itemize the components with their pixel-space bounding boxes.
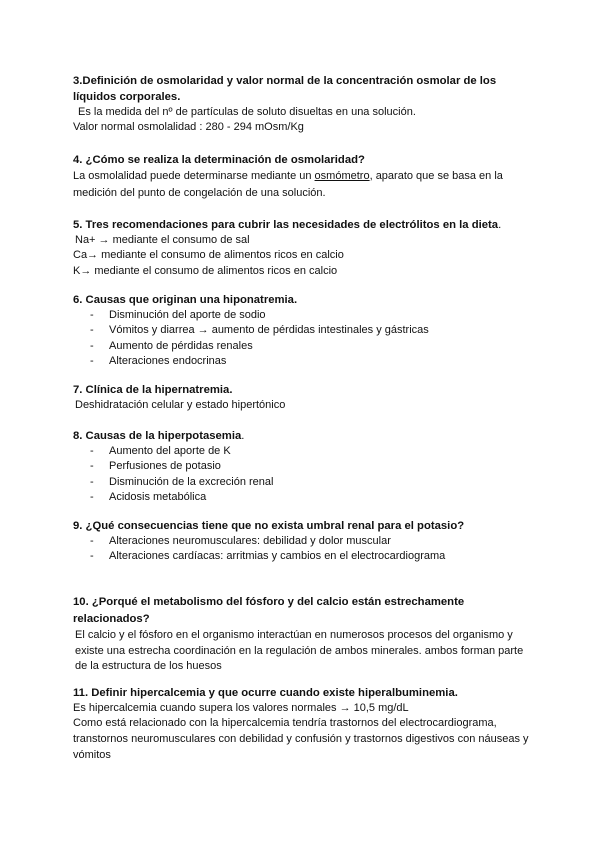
list-item: - Acidosis metabólica (73, 490, 533, 505)
section-7 (73, 382, 533, 413)
question-4: 4. ¿Cómo se realiza la determinación de osmolaridad? (73, 154, 365, 166)
list-item: - Alteraciones endocrinas (73, 354, 533, 369)
question-5-text: 5. Tres recomendaciones para cubrir las necesidades de electrólitos en la dieta (73, 219, 499, 231)
question-8-suffix: . (241, 430, 245, 442)
section-6 (73, 292, 533, 370)
list-8 (73, 444, 533, 506)
list-item: - Aumento del aporte de K (73, 444, 533, 459)
answer-4-text-a: La osmolalidad puede determinarse mediante un (73, 170, 315, 182)
question-3: 3.Definición de osmolaridad y valor normal de la concentración osmolar de los líquidos corporales. (73, 75, 497, 103)
question-8-text: 8. Causas de la hiperpotasemia (73, 430, 242, 442)
section-4 (73, 152, 533, 202)
question-10: 10. ¿Porqué el metabolismo del fósforo y del calcio están estrechamente relacionados? (73, 596, 465, 625)
list-6 (73, 308, 533, 370)
answer-4-text-b: , aparato que se basa en la medición del punto de congelación de una solución. (73, 170, 503, 199)
question-9: 9. ¿Qué consecuencias tiene que no exista umbral renal para el potasio? (73, 520, 465, 532)
list-item: - Disminución de la excreción renal (73, 475, 533, 490)
list-item: - Alteraciones neuromusculares: debilidad y dolor muscular (73, 534, 533, 549)
list-item: - Vómitos y diarrea → aumento de pérdidas intestinales y gástricas (73, 323, 533, 338)
list-item: - Alteraciones cardíacas: arritmias y cambios en el electrocardiograma (73, 549, 533, 564)
question-6: 6. Causas que originan una hiponatremia. (73, 294, 298, 306)
section-8 (73, 428, 533, 506)
answer-5-line-1: Na+ → mediante el consumo de sal (75, 234, 250, 246)
section-5 (73, 217, 533, 279)
answer-3-line-1: Es la medida del nº de partículas de soluto disueltas en una solución. (78, 106, 416, 118)
question-7: 7. Clínica de la hipernatremia. (73, 384, 233, 396)
answer-4-paragraph (73, 168, 533, 202)
question-11: 11. Definir hipercalcemia y que ocurre cuando existe hiperalbuminemia. (73, 687, 458, 699)
list-9 (73, 534, 533, 565)
section-3 (73, 73, 533, 136)
question-5 (73, 217, 533, 233)
answer-4-underlined-term: osmómetro (314, 170, 370, 182)
question-8 (73, 428, 533, 444)
answer-11-paragraph: Como está relacionado con la hipercalcemia tendría trastornos del electrocardiograma, transtornos neuromusculares con debilidad y confusión y trastornos digestivos con náuseas y vómitos (73, 717, 529, 761)
list-item: - Perfusiones de potasio (73, 459, 533, 474)
section-11 (73, 685, 533, 763)
question-5-suffix: . (498, 219, 502, 231)
answer-5-line-3: K→ mediante el consumo de alimentos ricos en calcio (73, 264, 338, 277)
section-10 (73, 594, 533, 675)
answer-3-line-2: Valor normal osmolalidad : 280 - 294 mOsm/Kg (73, 121, 304, 134)
answer-7-line-1: Deshidratación celular y estado hipertónico (75, 399, 286, 411)
answer-10-paragraph: El calcio y el fósforo en el organismo interactúan en numerosos procesos del organismo y existe una estrecha coordinación en la regulación de ambos minerales. ambos forman parte de la estructura de los huesos (75, 629, 524, 673)
list-item: - Aumento de pérdidas renales (73, 339, 533, 354)
list-item: - Disminución del aporte de sodio (73, 308, 533, 323)
answer-5-line-2: Ca→ mediante el consumo de alimentos ricos en calcio (73, 249, 344, 262)
section-9 (73, 518, 533, 565)
answer-11-line-1: Es hipercalcemia cuando supera los valores normales → 10,5 mg/dL (73, 702, 409, 714)
